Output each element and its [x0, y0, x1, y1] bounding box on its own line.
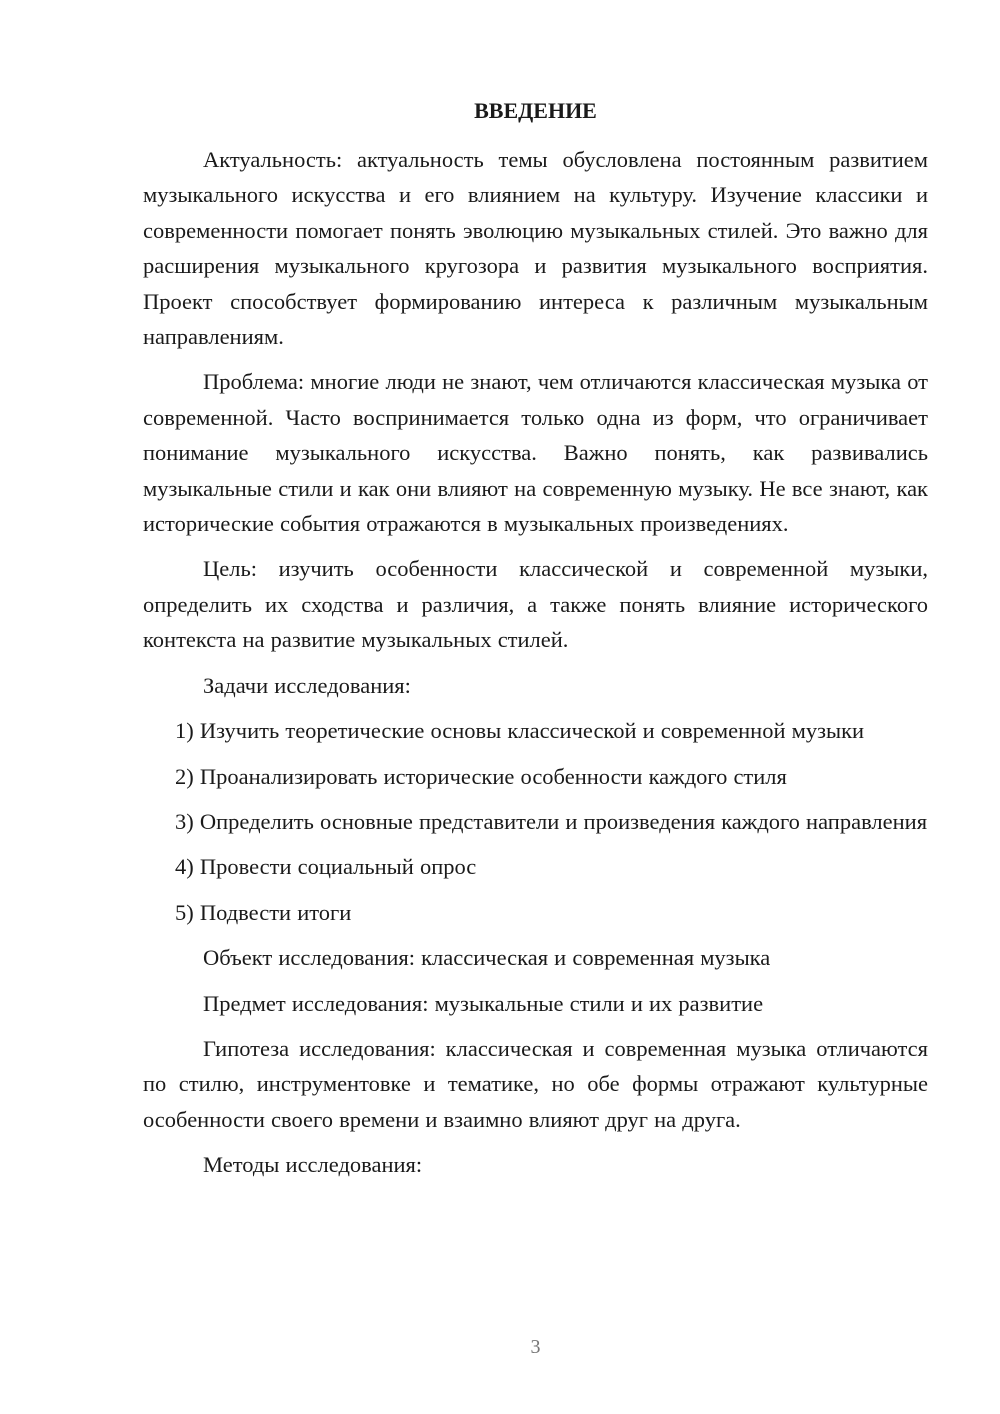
task-item-3: 3) Определить основные представители и произведения каждого направления — [175, 808, 928, 834]
document-page — [143, 0, 928, 1414]
task-item-4: 4) Провести социальный опрос — [175, 854, 477, 880]
paragraph-methods-title: Методы исследования: — [203, 1152, 423, 1178]
paragraph-problem: Проблема: многие люди не знают, чем отличаются классическая музыка от современной. Часто воспринимается только одна из форм, что ограничивает понимание музыкального искусства. Важно понять, как развивались музыкальные стили и как они влияют на современную музыку. Не все знают, как исторические события отражаются в музыкальных произведениях. — [143, 369, 928, 537]
paragraph-tasks-title: Задачи исследования: — [203, 672, 411, 698]
paragraph-subject: Предмет исследования: музыкальные стили и их развитие — [203, 990, 764, 1016]
paragraph-relevance: Актуальность: актуальность темы обусловлена постоянным развитием музыкального искусства и его влиянием на культуру. Изучение классики и современности помогает понять эволюцию музыкальных стилей. Это важно для расширения музыкального кругозора и развития музыкального восприятия. Проект способствует формированию интереса к различным музыкальным направлениям. — [143, 147, 928, 350]
task-item-2: 2) Проанализировать исторические особенности каждого стиля — [175, 763, 787, 789]
task-item-1: 1) Изучить теоретические основы классической и современной музыки — [175, 718, 865, 744]
paragraph-goal: Цель: изучить особенности классической и современной музыки, определить их сходства и различия, а также понять влияние исторического контекста на развитие музыкальных стилей. — [143, 556, 928, 653]
section-heading: ВВЕДЕНИЕ — [474, 98, 597, 123]
document-body — [143, 142, 928, 1193]
page-number: 3 — [530, 1336, 541, 1358]
task-item-5: 5) Подвести итоги — [175, 899, 352, 925]
paragraph-hypothesis: Гипотеза исследования: классическая и современная музыка отличаются по стилю, инструментовке и тематике, но обе формы отражают культурные особенности своего времени и взаимно влияют друг на друга. — [143, 1035, 928, 1132]
paragraph-object: Объект исследования: классическая и современная музыка — [203, 945, 771, 971]
